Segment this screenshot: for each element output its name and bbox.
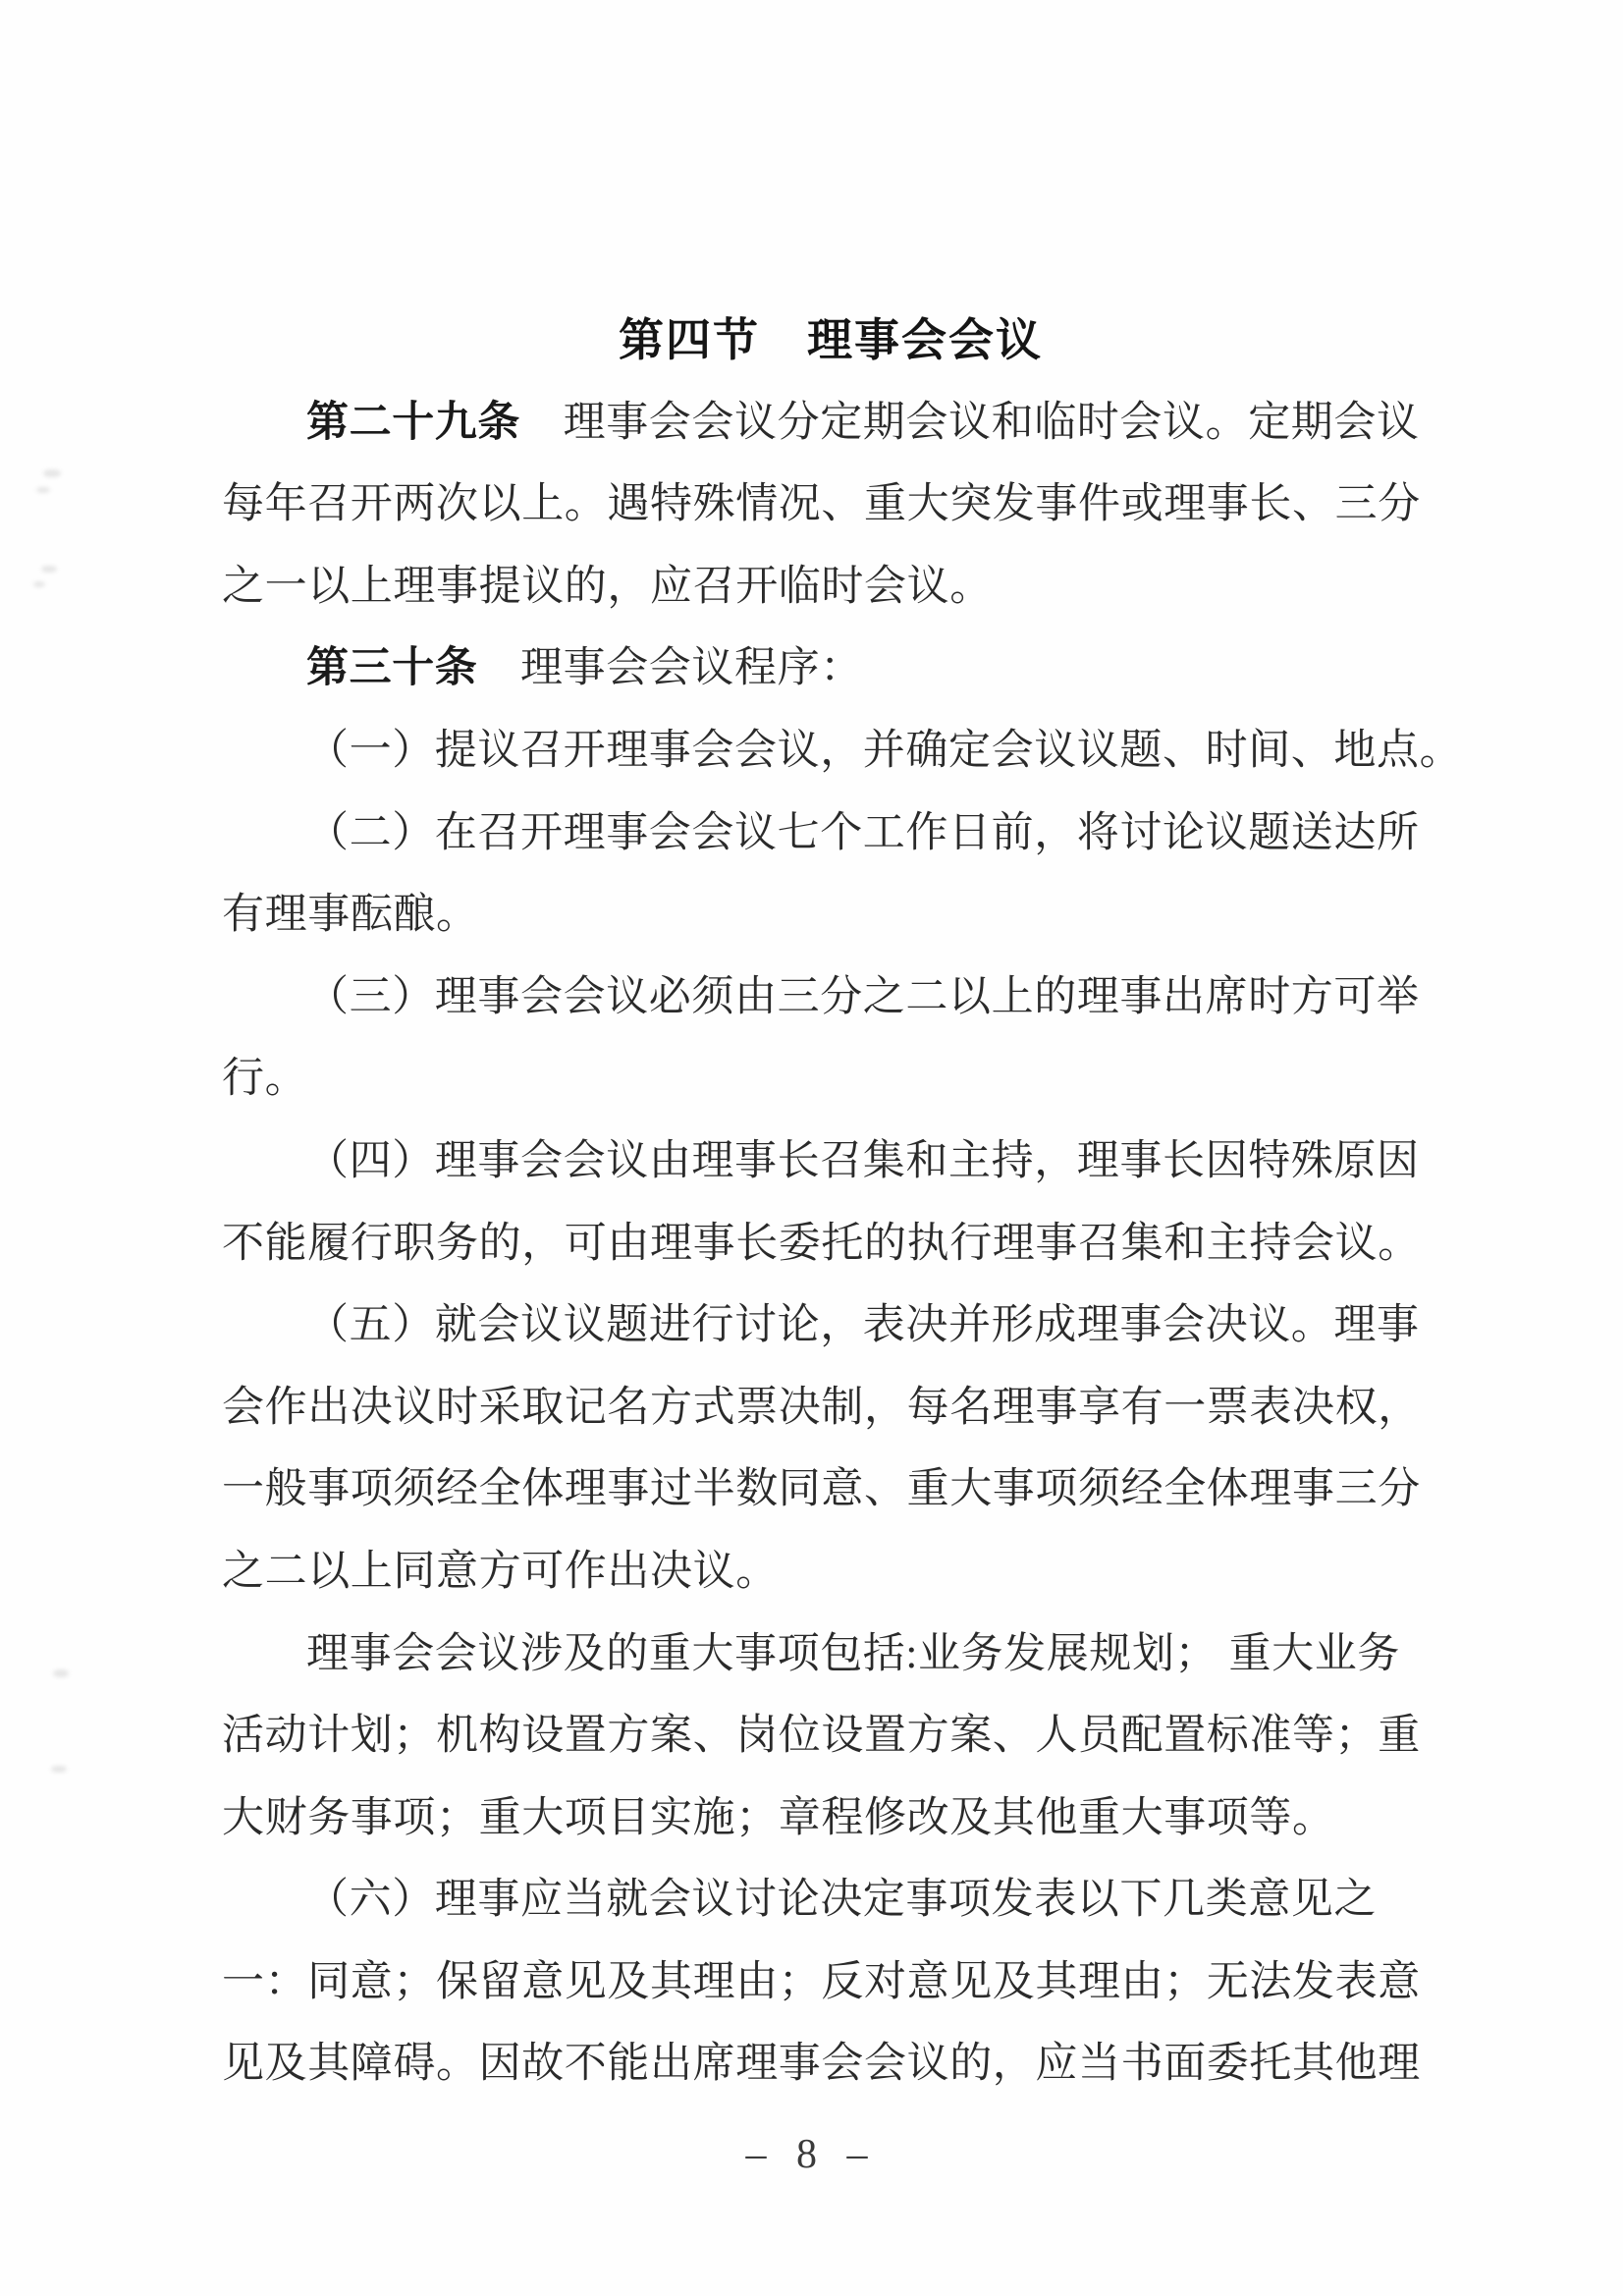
document-line xyxy=(222,1531,1439,1613)
line-text: （六）理事应当就会议讨论决定事项发表以下几类意见之 xyxy=(306,1877,1377,1924)
line-text: 之二以上同意方可作出决议。 xyxy=(222,1548,779,1595)
document-line xyxy=(222,710,1463,793)
line-text: （二）在召开理事会会议七个工作日前，将讨论议题送达所 xyxy=(306,809,1420,856)
line-text: （四）理事会会议由理事长召集和主持，理事长因特殊原因 xyxy=(306,1137,1420,1184)
document-line xyxy=(222,874,1439,957)
line-text: 有理事酝酿。 xyxy=(222,892,479,939)
article-number-bold: 第二十九条 xyxy=(306,399,520,446)
line-text: 之一以上理事提议的，应召开临时会议。 xyxy=(222,563,993,610)
document-line xyxy=(222,1285,1439,1367)
line-text: 理事会会议分定期会议和临时会议。定期会议 xyxy=(520,399,1420,446)
document-line xyxy=(222,2023,1439,2105)
line-text: 理事会会议涉及的重大事项包括:业务发展规划； 重大业务 xyxy=(306,1630,1400,1677)
document-line xyxy=(222,1121,1439,1203)
document-line xyxy=(222,957,1439,1039)
line-text: 不能履行职务的，可由理事长委托的执行理事召集和主持会议。 xyxy=(222,1220,1421,1267)
line-text: 一般事项须经全体理事过半数同意、重大事项须经全体理事三分 xyxy=(222,1466,1421,1513)
section-title: 第四节 理事会会议 xyxy=(619,315,1043,365)
line-text: 一：同意；保留意见及其理由；反对意见及其理由；无法发表意 xyxy=(222,1958,1421,2005)
document-line xyxy=(222,1203,1439,1285)
document-line xyxy=(222,1613,1439,1696)
line-text: 大财务事项；重大项目实施；章程修改及其他重大事项等。 xyxy=(222,1794,1335,1841)
line-text: （三）理事会会议必须由三分之二以上的理事出席时方可举 xyxy=(306,973,1420,1020)
document-line xyxy=(222,628,1439,710)
document-line xyxy=(222,1859,1439,1941)
line-text: （一）提议召开理事会会议，并确定会议议题、时间、地点。 xyxy=(306,727,1463,774)
document-line xyxy=(222,1777,1439,1860)
document-line xyxy=(222,1367,1439,1449)
line-text: 会作出决议时采取记名方式票决制，每名理事享有一票表决权， xyxy=(222,1384,1421,1431)
document-line xyxy=(222,546,1439,629)
document-body xyxy=(222,300,1463,2105)
article-number-bold: 第三十条 xyxy=(306,645,478,692)
scan-artifact xyxy=(33,581,45,587)
document-line xyxy=(222,382,1439,465)
document-line xyxy=(222,793,1439,875)
scan-artifact xyxy=(41,566,57,573)
line-text: 每年召开两次以上。遇特殊情况、重大突发事件或理事长、三分 xyxy=(222,481,1421,528)
line-text: 见及其障碍。因故不能出席理事会会议的，应当书面委托其他理 xyxy=(222,2041,1421,2088)
line-text: 活动计划；机构设置方案、岗位设置方案、人员配置标准等；重 xyxy=(222,1713,1421,1760)
scan-artifact xyxy=(43,469,61,477)
scan-artifact xyxy=(36,487,50,493)
line-text: 理事会会议程序： xyxy=(477,645,863,692)
document-line xyxy=(222,1695,1439,1777)
document-line xyxy=(222,1449,1439,1531)
line-text: （五）就会议议题进行讨论，表决并形成理事会决议。理事 xyxy=(306,1302,1420,1349)
document-line xyxy=(222,464,1439,546)
document-line xyxy=(222,1941,1439,2024)
document-line xyxy=(222,1038,1439,1121)
page-number: – 8 – xyxy=(745,2132,878,2177)
scan-artifact xyxy=(53,1669,69,1677)
line-text: 行。 xyxy=(222,1056,308,1103)
scan-artifact xyxy=(51,1766,67,1773)
